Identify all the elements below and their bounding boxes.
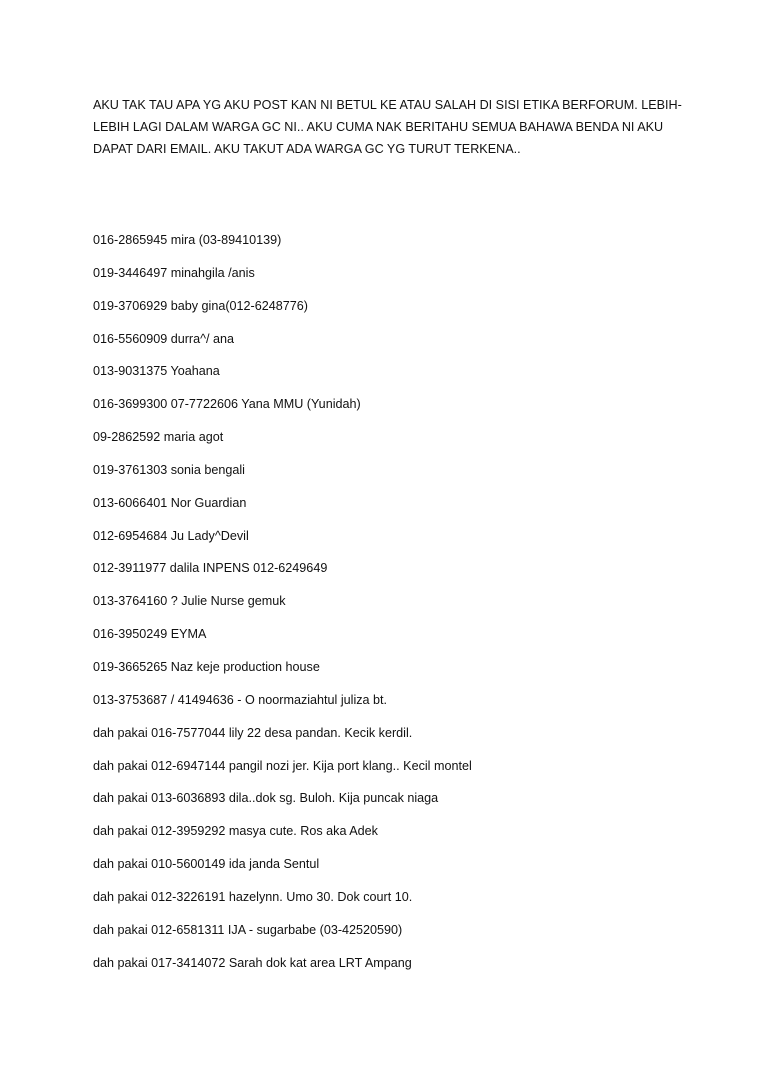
contact-entry: 016-3699300 07-7722606 Yana MMU (Yunidah) <box>93 397 361 412</box>
contact-entry: 019-3706929 baby gina(012-6248776) <box>93 298 308 313</box>
contact-list <box>93 230 713 985</box>
intro-line: LEBIH LAGI DALAM WARGA GC NI.. AKU CUMA NAK BERITAHU SEMUA BAHAWA BENDA NI AKU <box>93 120 664 134</box>
contact-entry: dah pakai 010-5600149 ida janda Sentul <box>93 857 320 872</box>
contact-entry: 016-2865945 mira (03-89410139) <box>93 233 282 247</box>
contact-entry: dah pakai 012-3959292 masya cute. Ros aka Adek <box>93 824 378 839</box>
contact-entry: 019-3446497 minahgila /anis <box>93 265 255 280</box>
contact-entry: dah pakai 012-6581311 IJA - sugarbabe (03-42520590) <box>93 922 403 937</box>
contact-entry: 012-3911977 dalila INPENS 012-6249649 <box>93 561 328 576</box>
contact-entry: 013-3764160 ? Julie Nurse gemuk <box>93 594 286 609</box>
contact-entry: dah pakai 017-3414072 Sarah dok kat area LRT Ampang <box>93 955 412 970</box>
contact-entry: dah pakai 012-3226191 hazelynn. Umo 30. Dok court 10. <box>93 889 413 904</box>
contact-entry: dah pakai 016-7577044 lily 22 desa pandan. Kecik kerdil. <box>93 725 413 740</box>
intro-line: AKU TAK TAU APA YG AKU POST KAN NI BETUL KE ATAU SALAH DI SISI ETIKA BERFORUM. LEBIH- <box>93 98 682 112</box>
contact-entry: 019-3761303 sonia bengali <box>93 462 245 477</box>
contact-entry: dah pakai 012-6947144 pangil nozi jer. Kija port klang.. Kecil montel <box>93 758 472 773</box>
contact-entry: 013-3753687 / 41494636 - O noormaziahtul juliza bt. <box>93 692 388 707</box>
contact-entry: 016-5560909 durra^/ ana <box>93 331 235 346</box>
contact-entry: 013-9031375 Yoahana <box>93 364 220 379</box>
contact-entry: 016-3950249 EYMA <box>93 627 207 642</box>
contact-entry: 019-3665265 Naz keje production house <box>93 659 320 674</box>
contact-entry: 012-6954684 Ju Lady^Devil <box>93 528 249 543</box>
intro-paragraph <box>93 94 682 160</box>
contact-entry: dah pakai 013-6036893 dila..dok sg. Buloh. Kija puncak niaga <box>93 791 439 806</box>
intro-line: DAPAT DARI EMAIL. AKU TAKUT ADA WARGA GC YG TURUT TERKENA.. <box>93 142 521 156</box>
contact-entry: 09-2862592 maria agot <box>93 430 224 445</box>
contact-entry: 013-6066401 Nor Guardian <box>93 495 247 510</box>
